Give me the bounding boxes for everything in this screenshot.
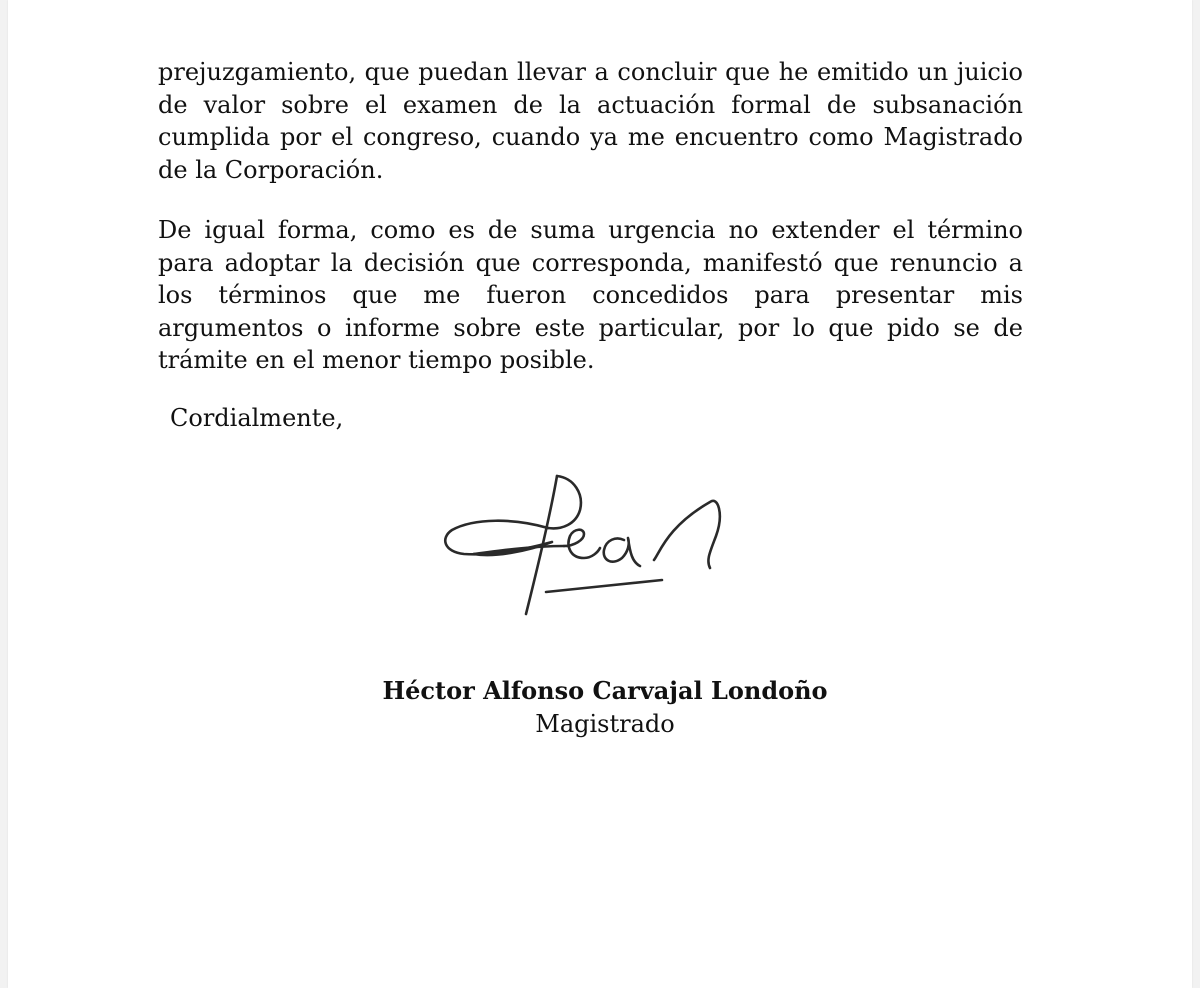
handwritten-signature [434, 466, 734, 626]
closing-salutation: Cordialmente, [170, 404, 344, 432]
paragraph-1: prejuzgamiento, que puedan llevar a concluir que he emitido un juicio de valor sobre el examen de la actuación formal de subsanación cumplida por el congreso, cuando ya me encuentro como Magistrado de la Corporación. [158, 58, 1023, 184]
document-page [8, 0, 1192, 988]
paragraph-2: De igual forma, como es de suma urgencia no extender el término para adoptar la decisión que corresponda, manifestó que renuncio a los términos que me fueron concedidos para presentar mis argumentos o informe sobre este particular, por lo que pido se de trámite en el menor tiempo posible. [158, 216, 1023, 374]
signer-name: Héctor Alfonso Carvajal Londoño [382, 676, 828, 705]
signer-title: Magistrado [535, 710, 675, 738]
